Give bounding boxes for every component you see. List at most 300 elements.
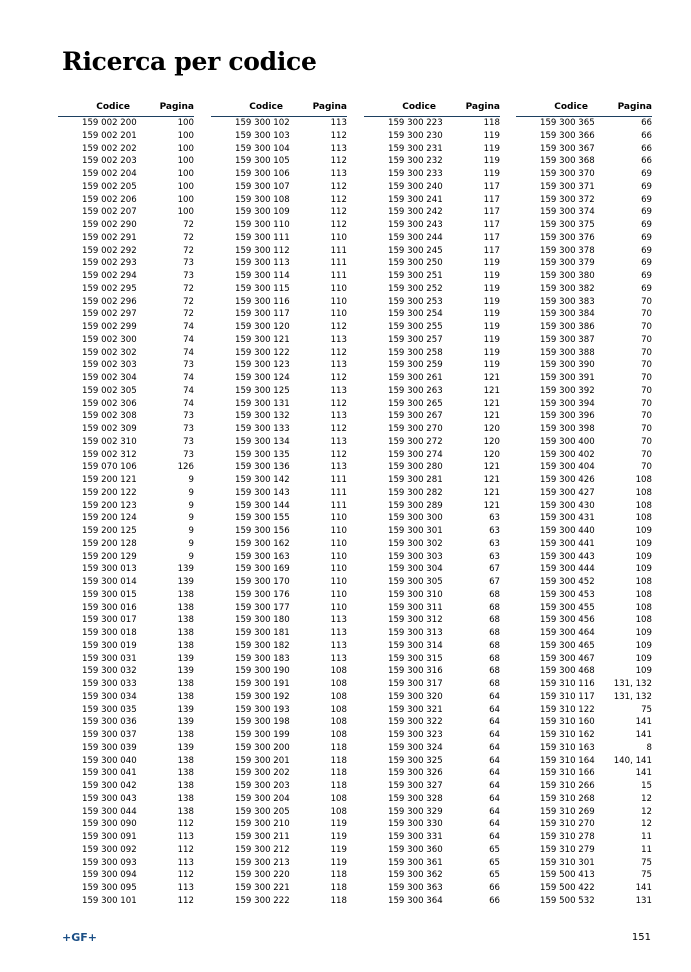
table-row bbox=[211, 665, 347, 678]
table-row bbox=[364, 525, 500, 538]
table-row bbox=[516, 219, 652, 232]
page-cell: 119 bbox=[483, 296, 500, 307]
table-row bbox=[58, 627, 194, 640]
table-row bbox=[211, 806, 347, 819]
code-cell: 159 500 413 bbox=[540, 870, 595, 881]
code-cell: 159 300 379 bbox=[540, 258, 595, 269]
code-cell: 159 300 386 bbox=[540, 322, 595, 332]
table-row bbox=[58, 857, 194, 870]
table-row bbox=[516, 117, 652, 130]
table-row bbox=[364, 359, 500, 372]
page-cell: 66 bbox=[489, 895, 500, 906]
code-cell: 159 300 170 bbox=[235, 577, 290, 587]
table-row bbox=[211, 602, 347, 615]
table-body bbox=[211, 117, 347, 908]
code-cell: 159 300 094 bbox=[82, 870, 137, 881]
code-cell: 159 300 102 bbox=[235, 118, 290, 128]
page-cell: 100 bbox=[177, 130, 194, 141]
page-cell: 109 bbox=[635, 628, 652, 638]
code-cell: 159 310 278 bbox=[540, 832, 595, 842]
table-row bbox=[58, 767, 194, 780]
page-cell: 141 bbox=[635, 717, 652, 728]
code-cell: 159 300 443 bbox=[540, 551, 595, 562]
page-cell: 138 bbox=[177, 640, 194, 651]
page-cell: 112 bbox=[177, 870, 194, 881]
page-cell: 118 bbox=[330, 742, 347, 753]
page-cell: 75 bbox=[641, 857, 652, 868]
table-row bbox=[58, 257, 194, 270]
code-cell: 159 310 162 bbox=[540, 730, 595, 740]
page-cell: 64 bbox=[489, 704, 500, 715]
page-cell: 113 bbox=[177, 883, 194, 893]
page-cell: 138 bbox=[177, 755, 194, 766]
table-row bbox=[58, 640, 194, 653]
table-row bbox=[364, 155, 500, 168]
page-cell: 111 bbox=[330, 487, 347, 498]
page-cell: 110 bbox=[330, 309, 347, 320]
table-row bbox=[364, 653, 500, 666]
code-column-header: Codice bbox=[211, 100, 303, 117]
page-cell: 118 bbox=[330, 755, 347, 766]
page-cell: 110 bbox=[330, 232, 347, 243]
code-cell: 159 300 017 bbox=[82, 615, 137, 626]
code-index-table bbox=[211, 100, 347, 908]
table-row bbox=[211, 436, 347, 449]
code-cell: 159 002 304 bbox=[82, 373, 137, 383]
page-cell: 118 bbox=[330, 883, 347, 893]
table-body bbox=[516, 117, 652, 908]
code-cell: 159 300 134 bbox=[235, 436, 290, 447]
page-cell: 72 bbox=[183, 220, 194, 230]
code-cell: 159 300 095 bbox=[82, 883, 137, 893]
table-row bbox=[516, 321, 652, 334]
table-row bbox=[58, 155, 194, 168]
page-cell: 100 bbox=[177, 156, 194, 167]
code-cell: 159 300 392 bbox=[540, 385, 595, 396]
code-cell: 159 300 305 bbox=[388, 577, 443, 587]
code-cell: 159 300 212 bbox=[235, 844, 290, 855]
page-cell: 68 bbox=[489, 679, 500, 689]
table-row bbox=[516, 678, 652, 691]
code-cell: 159 300 468 bbox=[540, 666, 595, 677]
code-cell: 159 300 455 bbox=[540, 602, 595, 613]
code-cell: 159 300 316 bbox=[388, 666, 443, 677]
code-cell: 159 300 388 bbox=[540, 347, 595, 358]
page-cell: 100 bbox=[177, 169, 194, 179]
table-row bbox=[364, 882, 500, 895]
code-cell: 159 300 325 bbox=[388, 755, 443, 766]
code-cell: 159 300 329 bbox=[388, 806, 443, 817]
page-cell: 111 bbox=[330, 475, 347, 485]
page-cell: 74 bbox=[183, 385, 194, 396]
code-cell: 159 200 124 bbox=[82, 513, 137, 524]
page-cell: 8 bbox=[646, 742, 652, 753]
code-cell: 159 300 037 bbox=[82, 730, 137, 740]
page-cell: 110 bbox=[330, 513, 347, 524]
table-row bbox=[211, 487, 347, 500]
table-row bbox=[211, 308, 347, 321]
table-row bbox=[364, 831, 500, 844]
page-cell: 119 bbox=[483, 143, 500, 154]
code-cell: 159 300 211 bbox=[235, 832, 290, 842]
page-cell: 112 bbox=[330, 220, 347, 230]
table-row bbox=[58, 449, 194, 462]
code-cell: 159 300 380 bbox=[540, 271, 595, 281]
table-row bbox=[364, 181, 500, 194]
table-row bbox=[211, 844, 347, 857]
table-row bbox=[58, 806, 194, 819]
table-row bbox=[58, 500, 194, 513]
table-row bbox=[516, 844, 652, 857]
code-cell: 159 300 300 bbox=[388, 513, 443, 524]
code-cell: 159 300 039 bbox=[82, 742, 137, 753]
page-title: Ricerca per codice bbox=[62, 47, 317, 76]
code-cell: 159 300 213 bbox=[235, 857, 290, 868]
table-row bbox=[516, 793, 652, 806]
code-cell: 159 002 292 bbox=[82, 245, 137, 256]
code-cell: 159 300 204 bbox=[235, 793, 290, 804]
code-cell: 159 310 269 bbox=[540, 806, 595, 817]
page-cell: 9 bbox=[188, 487, 194, 498]
code-cell: 159 002 309 bbox=[82, 424, 137, 434]
table-row bbox=[58, 729, 194, 742]
table-row bbox=[364, 257, 500, 270]
table-row bbox=[211, 257, 347, 270]
table-row bbox=[516, 589, 652, 602]
code-cell: 159 300 232 bbox=[388, 156, 443, 167]
page-cell: 113 bbox=[330, 628, 347, 638]
page-cell: 117 bbox=[483, 194, 500, 205]
code-cell: 159 300 125 bbox=[235, 385, 290, 396]
code-cell: 159 500 532 bbox=[540, 895, 595, 906]
table-row bbox=[58, 704, 194, 717]
code-cell: 159 300 261 bbox=[388, 373, 443, 383]
table-row bbox=[211, 551, 347, 564]
table-row bbox=[211, 219, 347, 232]
table-row bbox=[58, 206, 194, 219]
code-cell: 159 300 191 bbox=[235, 679, 290, 689]
page-cell: 64 bbox=[489, 730, 500, 740]
page-cell: 69 bbox=[641, 271, 652, 281]
table-row bbox=[516, 308, 652, 321]
page-cell: 121 bbox=[483, 487, 500, 498]
page-cell: 69 bbox=[641, 169, 652, 179]
page-cell: 138 bbox=[177, 602, 194, 613]
table-row bbox=[58, 895, 194, 908]
table-row bbox=[211, 640, 347, 653]
table-row bbox=[58, 844, 194, 857]
page-cell: 119 bbox=[483, 360, 500, 371]
code-cell: 159 300 034 bbox=[82, 691, 137, 702]
page-cell: 120 bbox=[483, 424, 500, 434]
page-cell: 113 bbox=[330, 169, 347, 179]
code-cell: 159 300 014 bbox=[82, 577, 137, 587]
code-cell: 159 300 326 bbox=[388, 768, 443, 779]
code-cell: 159 300 240 bbox=[388, 181, 443, 192]
page-cell: 141 bbox=[635, 730, 652, 740]
code-cell: 159 300 366 bbox=[540, 130, 595, 141]
table-row bbox=[516, 704, 652, 717]
page-cell: 119 bbox=[330, 819, 347, 830]
page-cell: 108 bbox=[635, 475, 652, 485]
table-row bbox=[211, 117, 347, 130]
table-row bbox=[364, 194, 500, 207]
table-row bbox=[364, 806, 500, 819]
code-cell: 159 200 121 bbox=[82, 475, 137, 485]
page-cell: 75 bbox=[641, 870, 652, 881]
page-cell: 73 bbox=[183, 449, 194, 460]
table-row bbox=[211, 155, 347, 168]
code-cell: 159 300 371 bbox=[540, 181, 595, 192]
table-row bbox=[58, 398, 194, 411]
page-cell: 15 bbox=[641, 781, 652, 791]
page-cell: 112 bbox=[330, 156, 347, 167]
code-cell: 159 002 303 bbox=[82, 360, 137, 371]
table-row bbox=[211, 206, 347, 219]
code-cell: 159 300 267 bbox=[388, 411, 443, 422]
page-cell: 138 bbox=[177, 691, 194, 702]
table-row bbox=[364, 742, 500, 755]
table-row bbox=[364, 500, 500, 513]
table-row bbox=[364, 474, 500, 487]
page-number: 151 bbox=[631, 932, 651, 943]
code-cell: 159 300 313 bbox=[388, 628, 443, 638]
code-cell: 159 300 110 bbox=[235, 220, 290, 230]
page-cell: 69 bbox=[641, 245, 652, 256]
page-cell: 70 bbox=[641, 347, 652, 358]
code-cell: 159 300 032 bbox=[82, 666, 137, 677]
table-row bbox=[211, 742, 347, 755]
code-cell: 159 002 290 bbox=[82, 220, 137, 230]
code-cell: 159 300 400 bbox=[540, 436, 595, 447]
table-row bbox=[58, 831, 194, 844]
table-row bbox=[211, 359, 347, 372]
page-cell: 119 bbox=[483, 283, 500, 294]
code-cell: 159 002 291 bbox=[82, 232, 137, 243]
code-cell: 159 300 464 bbox=[540, 628, 595, 638]
page-cell: 113 bbox=[330, 385, 347, 396]
code-cell: 159 310 117 bbox=[540, 691, 595, 702]
code-cell: 159 300 117 bbox=[235, 309, 290, 320]
table-row bbox=[364, 130, 500, 143]
page-cell: 108 bbox=[635, 602, 652, 613]
code-cell: 159 310 166 bbox=[540, 768, 595, 779]
code-index-table bbox=[364, 100, 500, 908]
page-cell: 117 bbox=[483, 232, 500, 243]
code-cell: 159 300 302 bbox=[388, 538, 443, 549]
page-cell: 70 bbox=[641, 322, 652, 332]
code-cell: 159 300 258 bbox=[388, 347, 443, 358]
code-cell: 159 300 124 bbox=[235, 373, 290, 383]
page-cell: 69 bbox=[641, 258, 652, 269]
code-cell: 159 300 018 bbox=[82, 628, 137, 638]
page-cell: 111 bbox=[330, 245, 347, 256]
page-cell: 112 bbox=[330, 398, 347, 409]
table-row bbox=[364, 334, 500, 347]
page-column-header: Pagina bbox=[456, 100, 500, 117]
page-cell: 108 bbox=[635, 589, 652, 600]
page-cell: 121 bbox=[483, 462, 500, 473]
table-row bbox=[211, 729, 347, 742]
table-row bbox=[516, 257, 652, 270]
page-cell: 121 bbox=[483, 398, 500, 409]
page-cell: 112 bbox=[177, 844, 194, 855]
code-cell: 159 002 299 bbox=[82, 322, 137, 332]
code-cell: 159 300 183 bbox=[235, 653, 290, 664]
code-cell: 159 300 190 bbox=[235, 666, 290, 677]
page-cell: 70 bbox=[641, 424, 652, 434]
page-cell: 69 bbox=[641, 181, 652, 192]
code-cell: 159 300 192 bbox=[235, 691, 290, 702]
code-cell: 159 300 109 bbox=[235, 207, 290, 218]
code-cell: 159 310 160 bbox=[540, 717, 595, 728]
code-cell: 159 300 106 bbox=[235, 169, 290, 179]
page-cell: 9 bbox=[188, 538, 194, 549]
code-cell: 159 300 324 bbox=[388, 742, 443, 753]
page-cell: 72 bbox=[183, 296, 194, 307]
table-row bbox=[211, 194, 347, 207]
page-cell: 68 bbox=[489, 589, 500, 600]
page-cell: 117 bbox=[483, 245, 500, 256]
table-row bbox=[58, 793, 194, 806]
page-cell: 139 bbox=[177, 717, 194, 728]
page-cell: 108 bbox=[330, 679, 347, 689]
page-cell: 121 bbox=[483, 500, 500, 511]
page-cell: 108 bbox=[635, 615, 652, 626]
page-cell: 121 bbox=[483, 385, 500, 396]
page-cell: 118 bbox=[330, 895, 347, 906]
page-cell: 69 bbox=[641, 220, 652, 230]
table-row bbox=[364, 232, 500, 245]
page-cell: 9 bbox=[188, 500, 194, 511]
table-row bbox=[211, 232, 347, 245]
code-cell: 159 300 111 bbox=[235, 232, 290, 243]
page-cell: 109 bbox=[635, 551, 652, 562]
code-cell: 159 300 105 bbox=[235, 156, 290, 167]
table-row bbox=[516, 181, 652, 194]
page-cell: 131, 132 bbox=[613, 679, 652, 689]
code-cell: 159 300 244 bbox=[388, 232, 443, 243]
page-cell: 113 bbox=[177, 857, 194, 868]
page-cell: 108 bbox=[330, 666, 347, 677]
page-cell: 119 bbox=[483, 271, 500, 281]
code-cell: 159 002 296 bbox=[82, 296, 137, 307]
table-row bbox=[364, 245, 500, 258]
code-cell: 159 002 206 bbox=[82, 194, 137, 205]
page-cell: 110 bbox=[330, 589, 347, 600]
code-cell: 159 300 193 bbox=[235, 704, 290, 715]
code-cell: 159 300 041 bbox=[82, 768, 137, 779]
table-row bbox=[58, 665, 194, 678]
page-cell: 73 bbox=[183, 271, 194, 281]
table-row bbox=[58, 755, 194, 768]
table-row bbox=[364, 143, 500, 156]
page-cell: 119 bbox=[483, 169, 500, 179]
code-cell: 159 300 221 bbox=[235, 883, 290, 893]
table-row bbox=[58, 372, 194, 385]
code-cell: 159 300 031 bbox=[82, 653, 137, 664]
table-row bbox=[211, 270, 347, 283]
page-cell: 72 bbox=[183, 232, 194, 243]
table-row bbox=[211, 321, 347, 334]
table-row bbox=[364, 398, 500, 411]
code-cell: 159 200 128 bbox=[82, 538, 137, 549]
table-row bbox=[516, 130, 652, 143]
page-cell: 64 bbox=[489, 742, 500, 753]
code-cell: 159 002 201 bbox=[82, 130, 137, 141]
code-cell: 159 300 311 bbox=[388, 602, 443, 613]
page-cell: 12 bbox=[641, 793, 652, 804]
page-cell: 110 bbox=[330, 564, 347, 575]
table-row bbox=[516, 410, 652, 423]
table-row bbox=[516, 857, 652, 870]
table-row bbox=[211, 563, 347, 576]
table-row bbox=[516, 640, 652, 653]
code-cell: 159 300 121 bbox=[235, 334, 290, 345]
code-cell: 159 300 361 bbox=[388, 857, 443, 868]
table-row bbox=[58, 436, 194, 449]
table-row bbox=[211, 398, 347, 411]
code-cell: 159 300 374 bbox=[540, 207, 595, 218]
table-row bbox=[516, 869, 652, 882]
page-cell: 108 bbox=[635, 513, 652, 524]
table-row bbox=[364, 640, 500, 653]
page-cell: 138 bbox=[177, 806, 194, 817]
table-row bbox=[58, 602, 194, 615]
code-cell: 159 300 180 bbox=[235, 615, 290, 626]
table-row bbox=[516, 755, 652, 768]
code-cell: 159 300 456 bbox=[540, 615, 595, 626]
page-cell: 108 bbox=[330, 691, 347, 702]
code-cell: 159 002 205 bbox=[82, 181, 137, 192]
table-row bbox=[211, 347, 347, 360]
table-row bbox=[211, 678, 347, 691]
page-cell: 112 bbox=[330, 449, 347, 460]
code-cell: 159 300 015 bbox=[82, 589, 137, 600]
code-cell: 159 300 364 bbox=[388, 895, 443, 906]
code-cell: 159 300 444 bbox=[540, 564, 595, 575]
table-row bbox=[211, 627, 347, 640]
table-row bbox=[211, 793, 347, 806]
page-cell: 141 bbox=[635, 883, 652, 893]
code-cell: 159 300 315 bbox=[388, 653, 443, 664]
page-cell: 68 bbox=[489, 628, 500, 638]
page-cell: 109 bbox=[635, 538, 652, 549]
code-cell: 159 300 398 bbox=[540, 424, 595, 434]
table-row bbox=[364, 538, 500, 551]
code-cell: 159 310 301 bbox=[540, 857, 595, 868]
table-row bbox=[58, 538, 194, 551]
page-cell: 66 bbox=[489, 883, 500, 893]
table-row bbox=[58, 245, 194, 258]
table-row bbox=[364, 206, 500, 219]
table-row bbox=[364, 780, 500, 793]
code-cell: 159 002 300 bbox=[82, 334, 137, 345]
page-cell: 138 bbox=[177, 679, 194, 689]
table-row bbox=[516, 423, 652, 436]
page-cell: 73 bbox=[183, 258, 194, 269]
page-cell: 70 bbox=[641, 436, 652, 447]
table-row bbox=[516, 806, 652, 819]
table-row bbox=[516, 232, 652, 245]
page-cell: 12 bbox=[641, 819, 652, 830]
code-cell: 159 002 297 bbox=[82, 309, 137, 320]
table-row bbox=[364, 818, 500, 831]
page-cell: 64 bbox=[489, 691, 500, 702]
table-row bbox=[364, 755, 500, 768]
page-cell: 69 bbox=[641, 283, 652, 294]
page-cell: 113 bbox=[330, 615, 347, 626]
